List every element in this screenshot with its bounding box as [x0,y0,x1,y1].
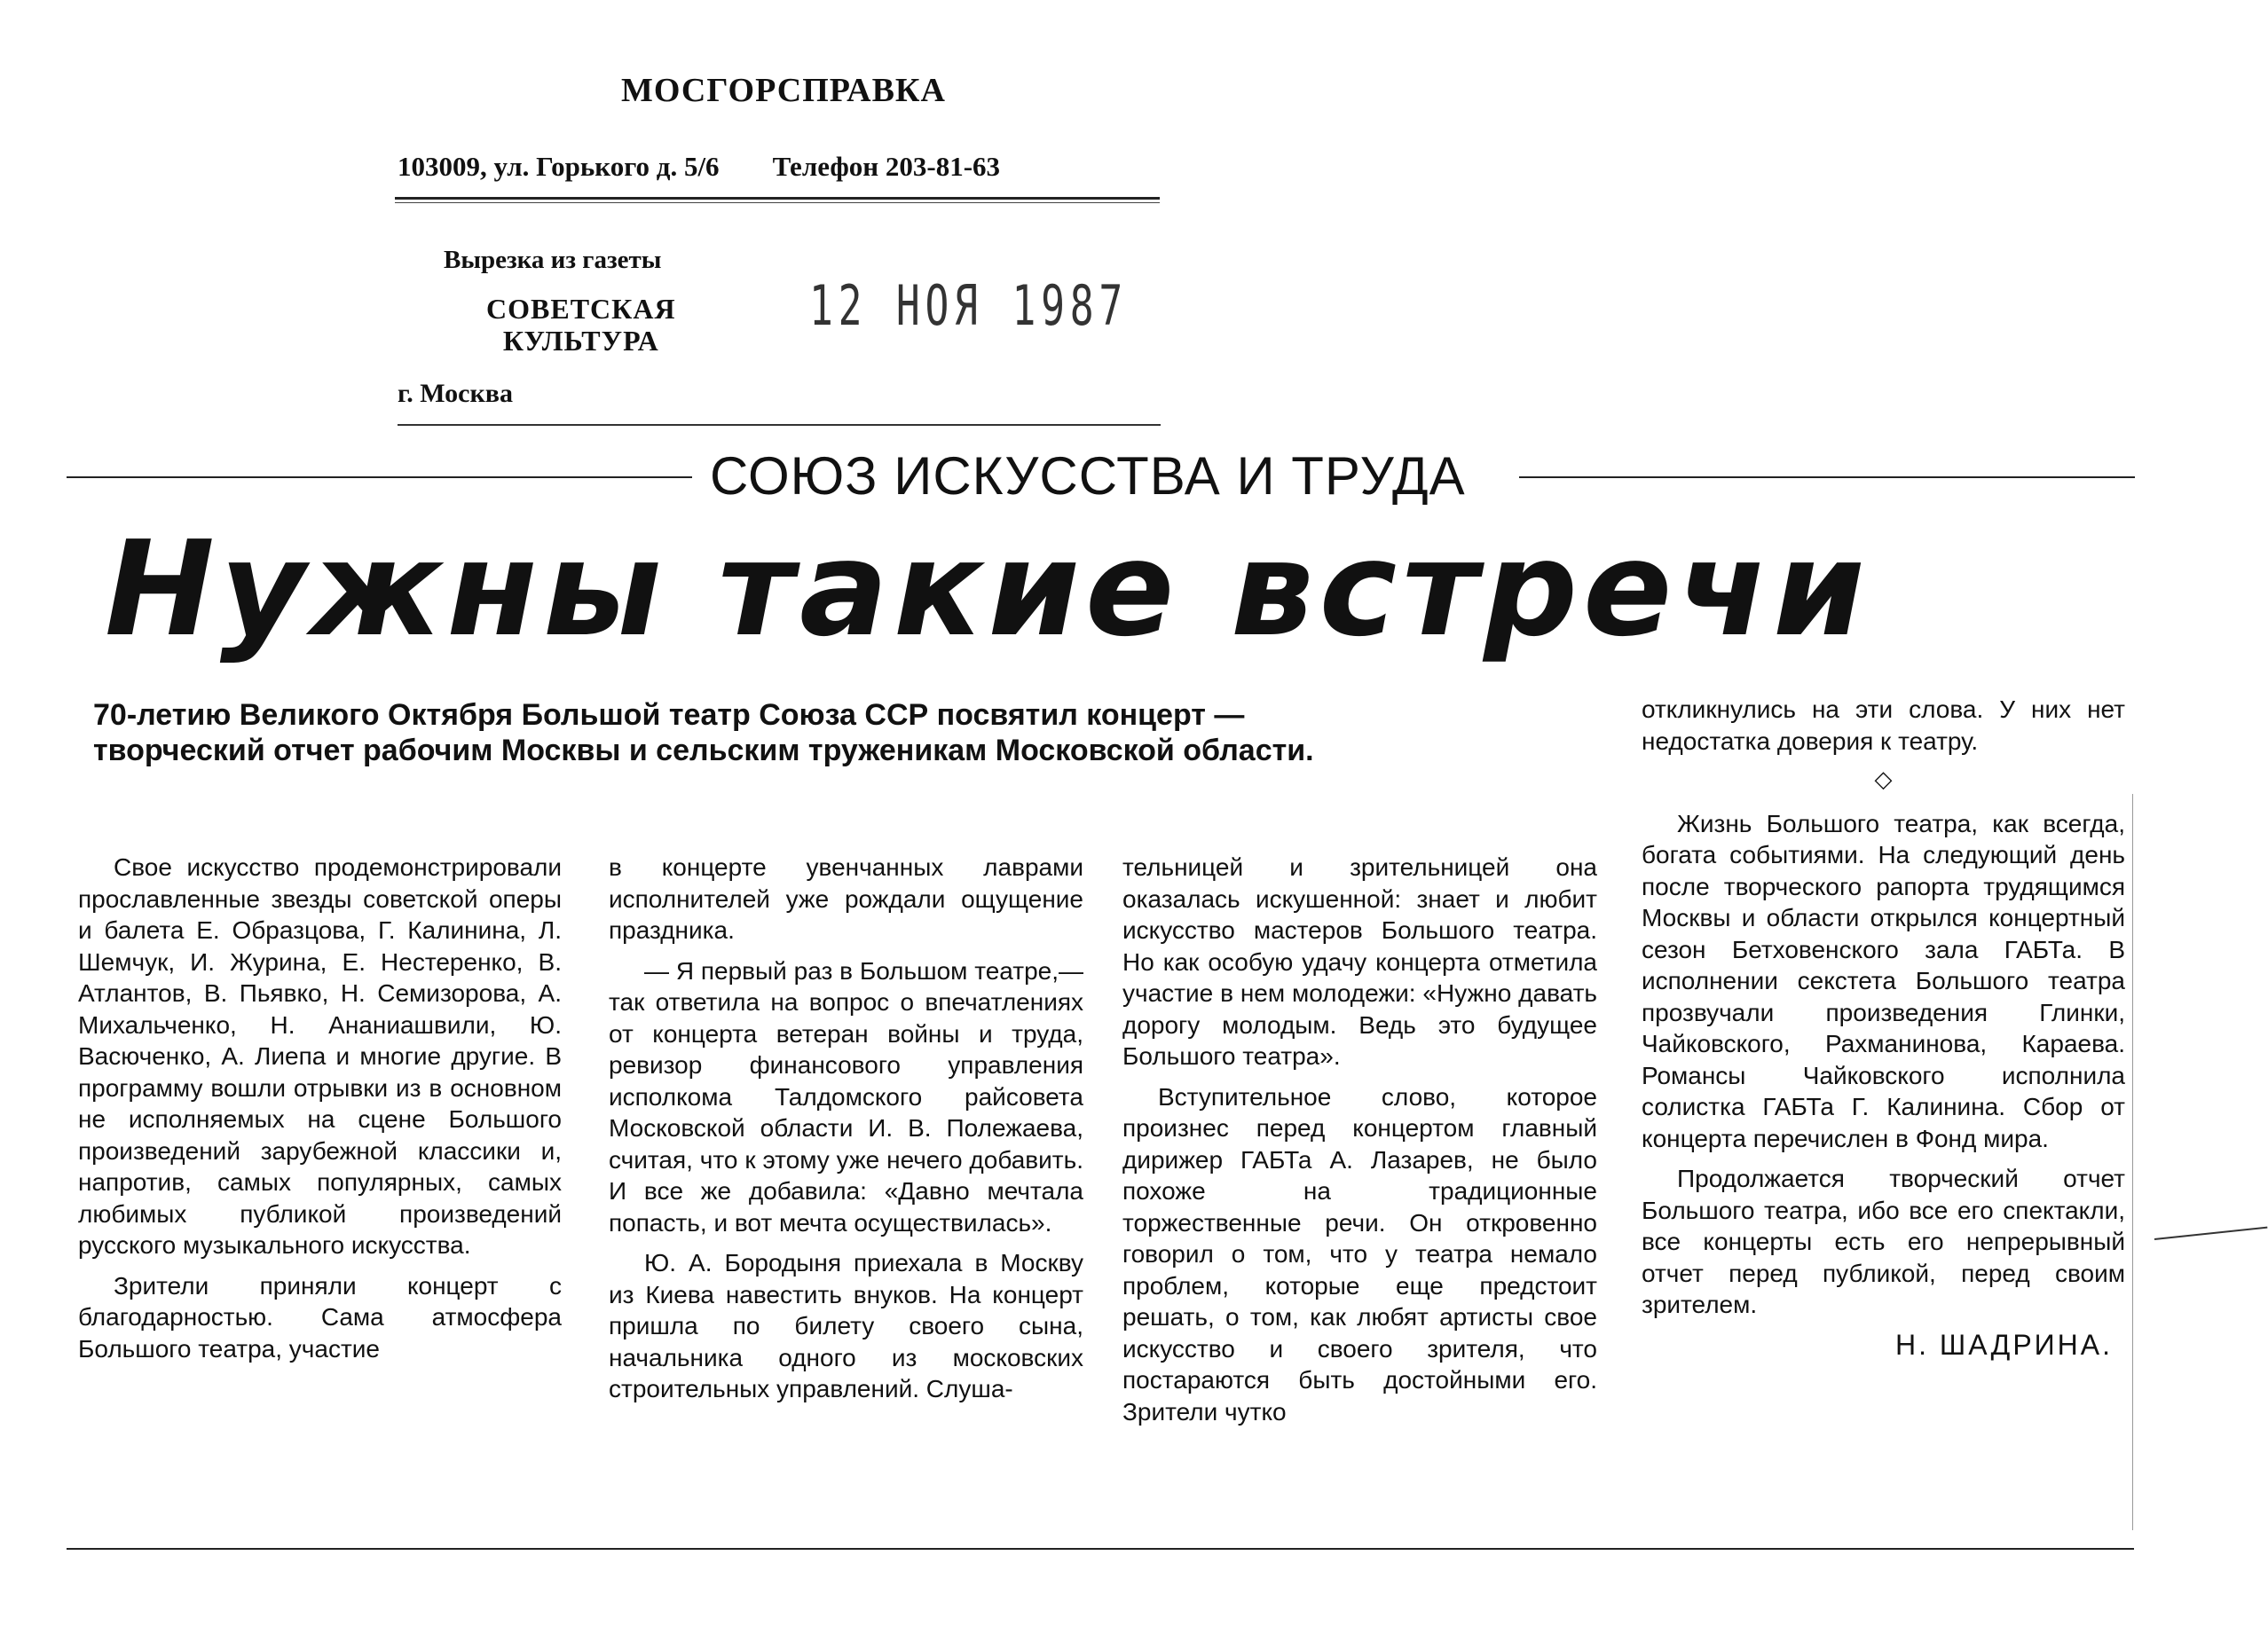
author-byline: Н. ШАДРИНА. [1895,1328,2113,1361]
bottom-rule [67,1548,2134,1550]
agency-name: МОСГОРСПРАВКА [621,72,946,109]
paragraph: Жизнь Большого театра, как всегда, богата событиями. На следующий день после творческого рапорта трудящимся Москвы и области открылся концертный сезон Бетховенского зала ГАБТа. В исполнении секстета Большого театра прозвучали произведения Глинки, Чайковского, Рахманинова, Караева. Романсы Чайковского исполнила солистка ГАБТа Г. Калинина. Сбор от концерта перечислен в Фонд мира. [1642,809,2125,1152]
city: г. Москва [398,379,513,408]
header-rule [395,197,1160,200]
agency-address: 103009, ул. Горького д. 5/6 [398,151,720,182]
agency-contacts [398,151,1000,183]
date-stamp: 12 НОЯ 1987 [809,273,1128,338]
pen-mark [2154,1227,2268,1240]
article-column-3 [1122,852,1597,1427]
rubric-rule-right [1519,476,2135,478]
newspaper-name-line1: СОВЕТСКАЯ [486,293,676,325]
paragraph: Продолжается творческий отчет Большого театра, ибо все его спектакли, все концерты есть его непрерывный отчет перед публикой, перед своим зрителем. [1642,1165,2125,1318]
rubric: СОЮЗ ИСКУССТВА И ТРУДА [710,446,1466,506]
paragraph: откликнулись на эти слова. У них нет недостатка доверия к театру. [1642,695,2125,755]
lead-paragraph: 70-летию Великого Октября Большой театр Союза ССР посвятил концерт — творческий отчет рабочим Москвы и сельским труженикам Московской области. [93,698,1314,767]
paragraph: Свое искусство продемонстрировали прославленные звезды советской оперы и балета Е. Образцова, Г. Калинина, Л. Шемчук, И. Журина, Е. Нестеренко, В. Атлантов, В. Пьявко, Н. Семизорова, А. Михальченко, Н. Ананиашвили, Ю. Васюченко, А. Лиепа и многие другие. В программу вошли отрывки из в основном не исполняемых на сцене Большого произведений зарубежной классики и, напротив, самых популярных, самых любимых публикой произведений русского музыкального искусства. [78,853,562,1259]
paragraph: в концерте увенчанных лаврами исполнителей уже рождали ощущение праздника. [609,853,1083,944]
clip-label: Вырезка из газеты [444,246,662,274]
headline: Нужны такие встречи [105,513,1870,665]
paragraph: — Я первый раз в Большом театре,— так ответила на вопрос о впечатлениях от концерта ветеран войны и труда, ревизор финансового управления исполкома Талдомского райсовета Московской области И. В. Полежаева, считая, что к этому уже нечего добавить. И все же добавила: «Давно мечтала попасть, и вот мечта осуществилась». [609,956,1083,1237]
paragraph: Зрители приняли концерт с благодарностью. Сама атмосфера Большого театра, участие [78,1271,562,1363]
column-edge-line [2132,794,2133,1530]
paragraph: тельницей и зрительницей она оказалась искушенной: знает и любит искусство мастеров Большого театра. Но как особую удачу концерта отметила участие в нем молодежи: «Нужно давать дорогу молодым. Ведь это будущее Большого театра». [1122,853,1597,1070]
newspaper-name [486,293,676,357]
newspaper-name-line2: КУЛЬТУРА [502,325,659,357]
header-rule-thin [395,202,1160,203]
agency-phone: Телефон 203-81-63 [772,151,1001,182]
paragraph: Вступительное слово, которое произнес перед концертом главный дирижер ГАБТа А. Лазарев, не было похоже на традиционные торжественные речи. Он откровенно говорил о том, что у театра немало проблем, которые еще предстоит решать, о том, как любят артисты свое искусство и своего зрителя, что постараются быть достойными его. Зрители чутко [1122,1082,1597,1426]
article-column-2 [609,852,1083,1405]
header-bottom-rule [398,424,1161,426]
diamond-separator-icon: ◇ [1874,766,1893,792]
article-column-1 [78,852,562,1364]
paragraph: Ю. А. Бородыня приехала в Москву из Киева навестить внуков. На концерт пришла по билету своего сына, начальника одного из московских строительных управлений. Слуша- [609,1249,1083,1402]
rubric-rule-left [67,476,692,478]
article-column-4 [1642,694,2125,1361]
